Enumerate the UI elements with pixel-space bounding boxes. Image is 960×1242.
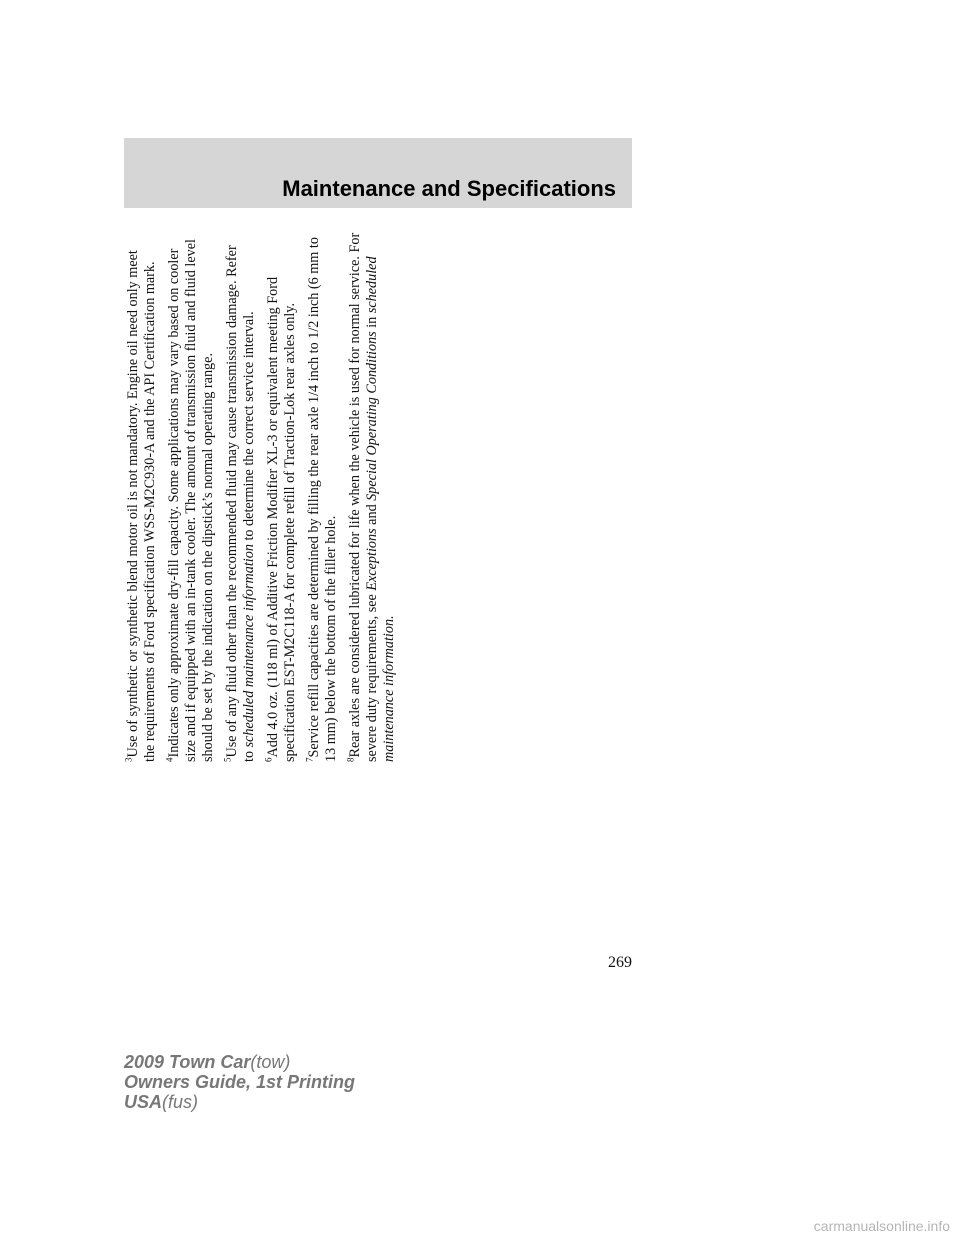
footer-market-tag: (fus)	[162, 1092, 199, 1112]
footnote-text: and	[364, 500, 380, 529]
footnote-5	[224, 232, 258, 762]
footnote-text: to determine the correct service interval.	[241, 311, 257, 545]
footnote-text: Use of synthetic or synthetic blend motor oil is not mandatory. Engine oil need only meet the requirements of Ford specification WSS-M2C930-A and the API Certification mark.	[125, 250, 158, 762]
footnote-8	[347, 232, 398, 762]
footnote-text: in	[364, 313, 380, 332]
footnote-reference: Special Operating Conditions	[364, 331, 380, 501]
footnote-text: Add 4.0 oz. (118 ml) of Additive Friction Modifier XL-3 or equivalent meeting Ford specification EST-M2C118-A for complete refill of Traction-Lok rear axles only.	[265, 276, 298, 762]
page-number: 269	[608, 954, 632, 971]
footnote-number: 5	[222, 757, 233, 762]
footnote-text: Service refill capacities are determined by filling the rear axle 1/4 inch to 1/2 inch (6 mm to 13 mm) below the bottom of the filler hole.	[306, 237, 339, 762]
footer-guide: Owners Guide, 1st Printing	[124, 1072, 356, 1092]
footnote-3	[125, 232, 159, 762]
section-title: Maintenance and Specifications	[282, 176, 616, 201]
footer-market: USA	[124, 1092, 163, 1112]
watermark: carmanualsonline.info	[813, 1218, 950, 1234]
footnote-reference: scheduled maintenance information.	[364, 256, 397, 762]
footnote-reference: scheduled maintenance information	[241, 544, 257, 748]
document-footer	[124, 1052, 355, 1112]
footnote-number: 8	[345, 757, 356, 762]
footnote-text: Indicates only approximate dry-fill capacity. Some applications may vary based on cooler size and if equipped with an in-tank cooler. The amount of transmission fluid and fluid level should be set by the indication on the dipstick’s normal operating range.	[166, 239, 216, 762]
footnote-4	[166, 232, 217, 762]
footnote-text: Use of any fluid other than the recommended fluid may cause transmission damage. Refer to	[224, 245, 257, 762]
section-header	[124, 138, 632, 208]
footnote-reference: Exceptions	[364, 528, 380, 591]
footnote-text: Rear axles are considered lubricated for life when the vehicle is used for normal service. For severe duty requirements, see	[347, 232, 380, 762]
footnote-number: 4	[164, 757, 175, 762]
footnotes	[125, 232, 395, 762]
footer-model-tag: (tow)	[250, 1052, 291, 1072]
footer-line-2	[124, 1072, 355, 1092]
footer-model: 2009 Town Car	[124, 1052, 251, 1072]
footer-line-1	[124, 1052, 355, 1072]
footnote-6	[265, 232, 299, 762]
footer-line-3	[124, 1092, 355, 1112]
footnote-number: 6	[263, 757, 274, 762]
footnote-7	[306, 232, 340, 762]
footnote-number: 7	[304, 757, 315, 762]
footnote-number: 3	[123, 757, 134, 762]
